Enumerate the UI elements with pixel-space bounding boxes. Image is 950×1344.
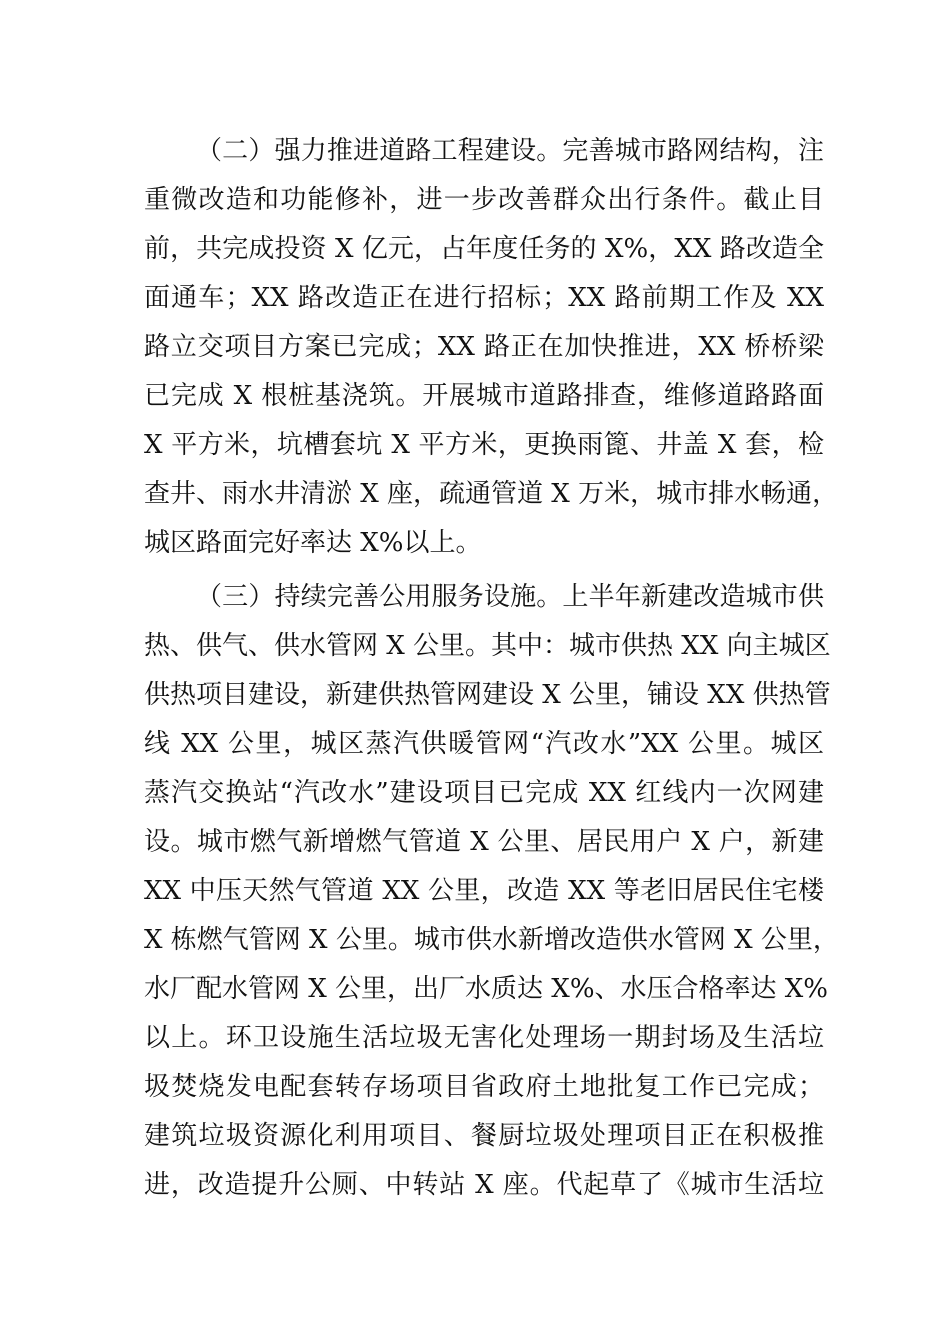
paragraph-line: 进，改造提升公厕、中转站 X 座。代起草了《城市生活垃	[144, 1170, 824, 1200]
paragraph-line: 线 XX 公里，城区蒸汽供暖管网“汽改水”XX 公里。城区	[144, 729, 824, 759]
paragraph-line: X 栋燃气管网 X 公里。城市供水新增改造供水管网 X 公里，	[144, 925, 839, 955]
paragraph-line: 建筑垃圾资源化利用项目、餐厨垃圾处理项目正在积极推	[144, 1121, 824, 1151]
paragraph-line: 以上。环卫设施生活垃圾无害化处理场一期封场及生活垃	[144, 1023, 824, 1053]
paragraph-line: 路立交项目方案已完成；XX 路正在加快推进，XX 桥桥梁	[144, 332, 824, 362]
paragraph-line: XX 中压天然气管道 XX 公里，改造 XX 等老旧居民住宅楼	[144, 876, 824, 906]
paragraph-line: X 平方米，坑槽套坑 X 平方米，更换雨篦、井盖 X 套，检	[144, 430, 824, 460]
paragraph-line: 蒸汽交换站“汽改水”建设项目已完成 XX 红线内一次网建	[144, 778, 824, 808]
paragraph-line: 重微改造和功能修补，进一步改善群众出行条件。截止目	[144, 185, 824, 215]
paragraph-line: 水厂配水管网 X 公里，出厂水质达 X%、水压合格率达 X%	[144, 974, 828, 1004]
paragraph-line: 前，共完成投资 X 亿元，占年度任务的 X%，XX 路改造全	[144, 234, 824, 264]
paragraph-line: 设。城市燃气新增燃气管道 X 公里、居民用户 X 户，新建	[144, 827, 824, 857]
paragraph-line: （二）强力推进道路工程建设。完善城市路网结构，注	[196, 136, 824, 166]
paragraph-line: 圾焚烧发电配套转存场项目省政府土地批复工作已完成；	[144, 1072, 824, 1102]
paragraph-road-construction	[144, 127, 839, 568]
paragraph-line: 查井、雨水井清淤 X 座，疏通管道 X 万米，城市排水畅通，	[144, 479, 839, 509]
paragraph-line: 已完成 X 根桩基浇筑。开展城市道路排查，维修道路路面	[144, 381, 824, 411]
paragraph-public-utilities	[144, 573, 839, 1210]
paragraph-line: 城区路面完好率达 X%以上。	[144, 528, 482, 558]
paragraph-line: 热、供气、供水管网 X 公里。其中：城市供热 XX 向主城区	[144, 631, 831, 661]
paragraph-line: 面通车；XX 路改造正在进行招标；XX 路前期工作及 XX	[144, 283, 824, 313]
paragraph-line: 供热项目建设，新建供热管网建设 X 公里，铺设 XX 供热管	[144, 680, 831, 710]
paragraph-line: （三）持续完善公用服务设施。上半年新建改造城市供	[196, 582, 824, 612]
